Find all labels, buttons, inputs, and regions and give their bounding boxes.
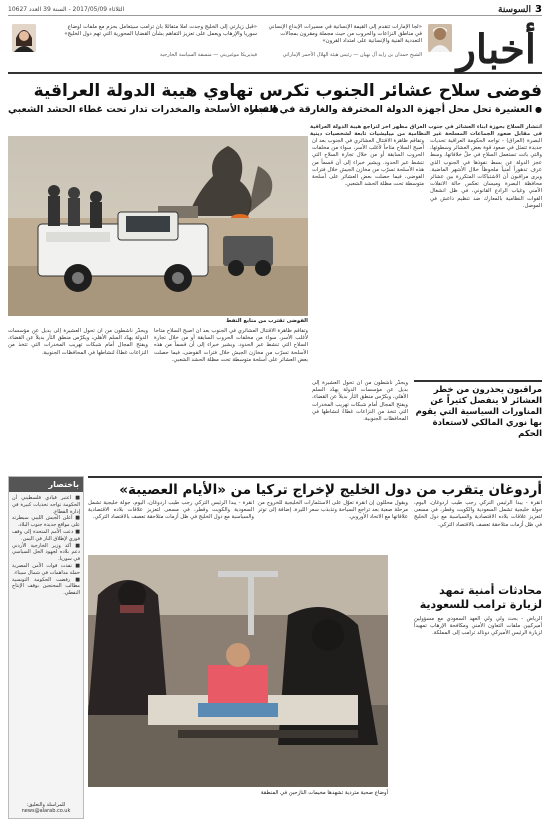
header-band [8,18,542,74]
oilfield-vehicle-image [8,136,308,316]
columnist-byline-1: الشيخ حمدان بن زايد آل نهيان — رئيس هيئة الهلال الأحمر الإماراتي [282,52,422,58]
columnist-name-2: فيديريكا موغيريني [219,52,257,58]
second-body-right: أنقرة - يبدأ الرئيس التركي رجب طيب أردوغان، اليوم، جولة خليجية تشمل السعودية والكويت وقطر، في مسعى لتعزيز علاقات بلاده الاقتصادية والسياسية مع دول الخليج في ظل أزمات متلاحقة تعصف بالاقتصاد التركي. [414,500,542,528]
lead-intro: انتشار السلاح بحوزة أبناء العشائر في جنوب العراق مظهر آخر لتراجع هيبة الدولة العراقية في مقابل صعود الجماعات المسلحة غير النظامية من ميليشيات تابعة لشخصيات دينية [310,124,542,136]
sidebar-items: ■ اعتبر قيادي فلسطيني أن الحكومة تواجه تحديات كبيرة في إدارة القطاع. ■ أعلن الجيش الليبي سيطرته على مواقع جديدة جنوب البلاد. ■ دعت الأمم المتحدة إلى وقف فوري لإطلاق النار في اليمن. ■ أكد وزير الخارجية الأردني دعم بلاده لجهود الحل السياسي في سوريا. ■ نفذت قوات الأمن المصرية حملة مداهمات في شمال سيناء. ■ رفضت الحكومة التونسية مطالب المحتجين بوقف الإنتاج النفطي. [12,495,80,597]
second-photo-caption: أوضاع صحية متردية تشهدها مخيمات النازحين في المنطقة [260,790,388,796]
portrait-icon [12,24,36,52]
section-title: أخبار [456,26,536,73]
lead-pull-quote: مراقبون يحذرون من خطر العشائر لا ينفصل كثيراً عن المناورات السياسية التي يقوم بها نوري المالكي لاستعادة الحكم [414,380,542,440]
lead-body-right: البصرة (العراق) - تواجه الحكومة العراقية تحديات جديدة تتمثل في صعود قوة بعض العشائر وسطوتها، والتي باتت تستعمل السلاح في حلّ خلافاتها، وسط عجز الدولة عن بسط نفوذها في الجنوب الذي عرف تدهوراً أمنياً ملحوظاً خلال الأشهر الماضية. ويرى مراقبون أن الاشتباكات المتكررة بين عشائر محافظة البصرة وميسان تعكس حالة الانفلات الأمني وغياب الرادع القانوني، في ظل انشغال القوات النظامية بالمعارك ضد تنظيم داعش في الموصل. [430,138,542,209]
masthead-bar [8,4,542,16]
second-subhead-body: الرياض - بحث ولي ولي العهد السعودي مع مسؤولين أميركيين ملفات التعاون الأمني ومكافحة الإرهاب تمهيداً لزيارة الرئيس الأميركي دونالد ترامب إلى المملكة. [414,616,542,637]
lead-subhead-2: ● تجارة الأسلحة والمخدرات تدار تحت غطاء الحشد الشعبي [8,104,278,115]
masthead-logo: السوسنة [498,4,532,15]
masthead-logo-box [498,4,542,15]
columnist-role-2: منسقة السياسة الخارجية [159,52,212,58]
issue-line: الثلاثاء 2017/05/09 - السنة 39 العدد 10627 [8,6,125,13]
lead-headline: فوضى سلاح عشائر الجنوب تكرس تهاوي هيبة الدولة العراقية [33,81,542,101]
second-subhead: محادثات أمنية تمهد لزيارة ترامب للسعودية [419,584,542,611]
columnist-name-1: الشيخ حمدان بن زايد آل نهيان [359,52,422,58]
columnist-byline-2: فيديريكا موغيريني — منسقة السياسة الخارجية [159,52,257,58]
sidebar-footer[interactable]: للمراسلة والتعليق: news@alarab.co.uk [21,802,71,814]
second-headline: أردوغان يتقرب من دول الخليج لإخراج تركيا من «الأيام العصيبة» [88,476,542,498]
columnist-role-1: رئيس هيئة الهلال الأحمر الإماراتي [282,52,352,58]
columnist-quote-2: «قبل زيارتي إلى الخليج وجدت أملاً متفائلاً بأن ترامب سيتعامل بحزم مع ملفات أوضاع سوريا والإرهاب ويعمل على تعزيز التفاهم بشأن القضايا المحورية التي تهم دول الخليج» [64,24,257,37]
columnist-photo-2 [12,24,36,52]
hospital-scene-image [88,555,388,787]
second-body-mid: ويقول محللون إن أنقرة تعوّل على الاستثمارات الخليجية للخروج من مرحلة صعبة بعد تراجع السياحة وتذبذب سعر الليرة، إضافة إلى توتر علاقاتها مع الاتحاد الأوروبي. [258,500,408,521]
portrait-icon [428,24,452,52]
page-number: 3 [535,4,542,15]
second-photo [88,555,388,787]
lead-body-left: ويحذّر ناشطون من أن تحول العشيرة إلى بديل عن مؤسسات الدولة يهدّد السلم الأهلي، ويكرّس منطق الثأر بديلاً عن القضاء، ويفتح المجال أمام شبكات تهريب المخدرات التي تتخذ من النزاعات غطاءً لنشاطها في المحافظات الجنوبية. [8,328,148,356]
sidebar-title: باختصار [9,477,83,492]
lead-photo [8,136,308,316]
lead-body-left-2: وتفاقم ظاهرة الاقتتال العشائري في الجنوب بعد أن أصبح السلاح متاحاً لأغلب الأسر، سواء من مخلفات الحروب السابقة أو من خلال تجارة السلاح التي تنشط عبر الحدود. ويشير خبراء إلى أن قسماً من هذه الأسلحة تسرّب من مخازن الجيش خلال فترات الفوضى، فيما حصلت بعض العشائر على أسلحة متوسطة تحت مظلة الحشد الشعبي. [154,328,308,363]
columnist-photo-1 [428,24,452,52]
lead-body-mid-2: ويحذّر ناشطون من أن تحول العشيرة إلى بديل عن مؤسسات الدولة يهدّد السلم الأهلي، ويكرّس منطق الثأر بديلاً عن القضاء، ويفتح المجال أمام شبكات تهريب المخدرات التي تتخذ من النزاعات غطاءً لنشاطها في المحافظات الجنوبية. [312,380,408,423]
lead-photo-caption: الفوضى تقترب من منابع النفط [226,318,308,324]
columnist-quote-1: «لجأ الإمارات تتقدم إلى القيمة الإنسانية في مسيرات الإبداع الإنساني في مناطق النزاعات والحروب من حيث مجملة ومقرون بمجالات التعددية الفنية والإنسانية على امتداد القرون» [268,24,422,44]
second-body-left: أنقرة - يبدأ الرئيس التركي رجب طيب أردوغان، اليوم، جولة خليجية تشمل السعودية والكويت وقطر، في مسعى لتعزيز علاقات بلاده الاقتصادية والسياسية مع دول الخليج في ظل أزمات متلاحقة تعصف بالاقتصاد التركي. [88,500,254,521]
brief-sidebar [8,476,84,819]
lead-body-mid: وتفاقم ظاهرة الاقتتال العشائري في الجنوب بعد أن أصبح السلاح متاحاً لأغلب الأسر، سواء من مخلفات الحروب السابقة أو من خلال تجارة السلاح التي تنشط عبر الحدود. ويشير خبراء إلى أن قسماً من هذه الأسلحة تسرّب من مخازن الجيش خلال فترات الفوضى، فيما حصلت بعض العشائر على أسلحة متوسطة تحت مظلة الحشد الشعبي. [312,138,424,188]
lead-subhead-1: ● العشيرة تحل محل أجهزة الدولة المخترقة والغارقة في الفساد [244,104,542,115]
